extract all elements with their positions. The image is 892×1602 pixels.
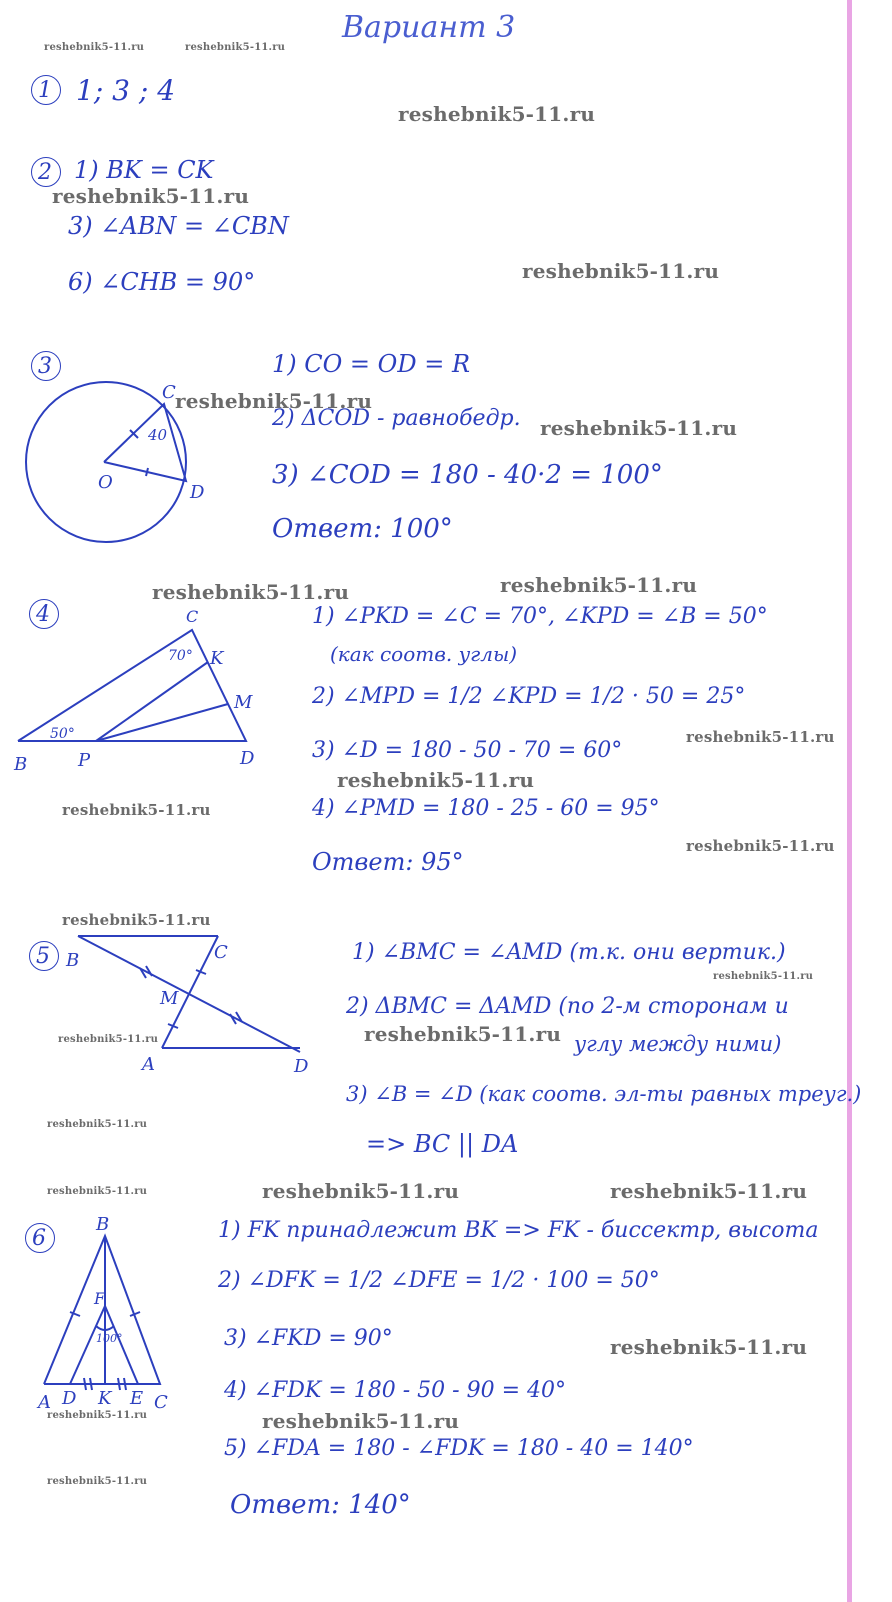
label-d: D — [190, 482, 205, 503]
task-line: 1) ∠BMC = ∠AMD (т.к. они вертик.) — [352, 940, 786, 965]
watermark: reshebnik5-11.ru — [44, 42, 145, 53]
label-b: B — [96, 1214, 110, 1235]
watermark: reshebnik5-11.ru — [185, 42, 286, 53]
watermark: reshebnik5-11.ru — [47, 1186, 148, 1197]
angle-label-f: 100° — [96, 1332, 123, 1345]
task-number: 5 — [36, 944, 50, 969]
task-line: Ответ: 140° — [230, 1490, 411, 1520]
page-title: Вариант 3 — [342, 10, 516, 45]
label-a: A — [142, 1054, 155, 1075]
watermark: reshebnik5-11.ru — [686, 837, 835, 855]
task-line: Ответ: 100° — [272, 514, 453, 544]
watermark: reshebnik5-11.ru — [62, 911, 211, 929]
watermark: reshebnik5-11.ru — [610, 1179, 808, 1203]
label-o: O — [98, 472, 113, 493]
task-line: 2) ∠DFK = 1/2 ∠DFE = 1/2 · 100 = 50° — [218, 1268, 660, 1293]
task-number: 3 — [38, 354, 52, 379]
label-m: M — [160, 988, 179, 1009]
task-line: 1) ∠PKD = ∠C = 70°, ∠KPD = ∠B = 50° — [312, 604, 768, 629]
task-line: 2) ΔBMC = ΔAMD (по 2-м сторонам и — [346, 994, 789, 1019]
label-m: M — [234, 692, 253, 713]
watermark: reshebnik5-11.ru — [713, 971, 814, 982]
label-d: D — [240, 748, 255, 769]
watermark: reshebnik5-11.ru — [62, 801, 211, 819]
angle-label-c: 70° — [168, 648, 193, 664]
watermark: reshebnik5-11.ru — [540, 416, 738, 440]
task-line: углу между ними) — [574, 1032, 782, 1056]
watermark: reshebnik5-11.ru — [364, 1022, 562, 1046]
task-line: 1) CO = OD = R — [272, 350, 471, 378]
label-d: D — [62, 1388, 77, 1409]
label-c: C — [214, 942, 228, 963]
task-line: 3) ∠D = 180 - 50 - 70 = 60° — [312, 738, 623, 763]
task-line: 3) ∠ABN = ∠CBN — [68, 212, 289, 240]
watermark: reshebnik5-11.ru — [610, 1335, 808, 1359]
angle-label: 40 — [148, 426, 168, 444]
watermark: reshebnik5-11.ru — [47, 1119, 148, 1130]
label-f: F — [94, 1289, 106, 1308]
label-b: B — [66, 950, 80, 971]
watermark: reshebnik5-11.ru — [686, 728, 835, 746]
watermark: reshebnik5-11.ru — [58, 1034, 159, 1045]
task-line: 4) ∠FDK = 180 - 50 - 90 = 40° — [224, 1378, 566, 1403]
task-line: 5) ∠FDA = 180 - ∠FDK = 180 - 40 = 140° — [224, 1436, 694, 1461]
task-number: 2 — [38, 160, 52, 185]
task-line: (как соотв. углы) — [330, 642, 518, 666]
task-line: 6) ∠CHB = 90° — [68, 268, 256, 296]
task-line: 1; 3 ; 4 — [76, 74, 176, 107]
watermark: reshebnik5-11.ru — [175, 389, 373, 413]
watermark: reshebnik5-11.ru — [337, 768, 535, 792]
watermark: reshebnik5-11.ru — [500, 573, 698, 597]
task-line: 1) FK принадлежит BK => FK - биссектр, высота — [218, 1218, 819, 1243]
task-line: 3) ∠B = ∠D (как соотв. эл-ты равных треуг.) — [346, 1082, 862, 1106]
angle-label-b: 50° — [50, 726, 75, 742]
label-k: K — [98, 1388, 112, 1409]
watermark: reshebnik5-11.ru — [262, 1179, 460, 1203]
watermark: reshebnik5-11.ru — [152, 580, 350, 604]
watermark: reshebnik5-11.ru — [47, 1410, 148, 1421]
label-d: D — [294, 1056, 309, 1077]
label-p: P — [78, 750, 91, 771]
watermark: reshebnik5-11.ru — [522, 259, 720, 283]
label-k: K — [210, 648, 224, 669]
task-line: 3) ∠COD = 180 - 40·2 = 100° — [272, 460, 663, 490]
label-c: C — [154, 1392, 168, 1413]
watermark: reshebnik5-11.ru — [52, 184, 250, 208]
task-number: 4 — [36, 602, 50, 627]
watermark: reshebnik5-11.ru — [47, 1476, 148, 1487]
watermark: reshebnik5-11.ru — [398, 102, 596, 126]
label-e: E — [130, 1388, 144, 1409]
task-line: 2) ΔCOD - равнобедр. — [272, 406, 521, 431]
task-line: 2) ∠MPD = 1/2 ∠KPD = 1/2 · 50 = 25° — [312, 684, 746, 709]
task-line: => BC || DA — [366, 1130, 519, 1158]
task-line: Ответ: 95° — [312, 848, 464, 876]
label-a: A — [38, 1392, 51, 1413]
label-c: C — [162, 382, 176, 403]
task-number: 6 — [32, 1226, 46, 1251]
task-number: 1 — [38, 78, 52, 103]
task-line: 1) BK = CK — [74, 156, 214, 184]
task-line: 4) ∠PMD = 180 - 25 - 60 = 95° — [312, 796, 660, 821]
label-c: C — [186, 607, 199, 626]
watermark: reshebnik5-11.ru — [262, 1409, 460, 1433]
task-line: 3) ∠FKD = 90° — [224, 1326, 393, 1351]
label-b: B — [14, 754, 28, 775]
